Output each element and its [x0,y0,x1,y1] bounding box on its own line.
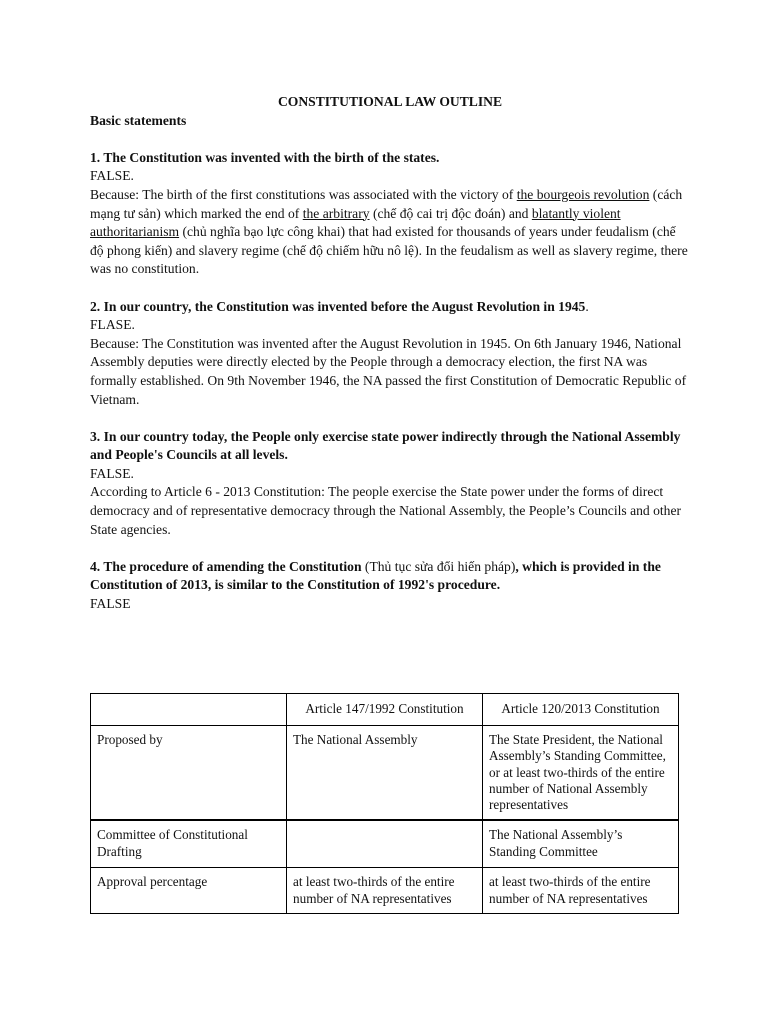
table-row [91,820,679,868]
table-cell: at least two-thirds of the entire number of NA representatives [287,868,483,914]
table-cell: The National Assembly [287,726,483,821]
statement-4-text: 4. The procedure of amending the Constitution [90,558,365,574]
table-cell: at least two-thirds of the entire number of NA representatives [483,868,679,914]
answer-2: FLASE. [90,317,135,333]
table-header-cell: Article 147/1992 Constitution [287,694,483,726]
document-body [90,93,690,614]
statement-3: 3. In our country today, the People only exercise state power indirectly through the National Assembly and People's Councils at all levels. [90,428,681,463]
comparison-table [90,693,679,914]
answer-3: FALSE. [90,465,134,481]
table-row [91,868,679,914]
statement-2 [90,298,690,317]
statement-4-vietnamese: (Thủ tục sửa đổi hiến pháp) [364,558,516,574]
table-cell: Committee of Constitutional Drafting [91,820,287,868]
document-title: CONSTITUTIONAL LAW OUTLINE [277,94,503,109]
table-cell [287,820,483,868]
explanation-1 [90,186,690,279]
table-header-cell: Article 120/2013 Constitution [483,694,679,726]
explanation-1-text: (cách mạng tư sản) which marked the end of [90,186,683,221]
table-header-row [91,694,679,726]
explanation-3: According to Article 6 - 2013 Constitution: The people exercise the State power under the forms of direct democracy and of representative democracy through the National Assembly, the People’s Councils and other State agencies. [90,484,682,537]
statement-2-period: . [585,298,589,314]
table-header-cell [91,694,287,726]
underlined-term: blatantly violent authoritarianism [90,205,621,240]
explanation-1-text: Because: The birth of the first constitutions was associated with the victory of [90,186,517,202]
statement-1: 1. The Constitution was invented with the birth of the states. [90,149,440,165]
table-cell: Approval percentage [91,868,287,914]
underlined-term: the arbitrary [302,205,370,221]
table-cell: Proposed by [91,726,287,821]
answer-1: FALSE. [90,168,134,184]
statement-4-text: , which is provided in the Constitution of 2013, is similar to the Constitution of 1992's procedure. [90,558,661,593]
explanation-1-text: (chế độ cai trị độc đoán) and [369,205,532,221]
statement-2-text: 2. In our country, the Constitution was invented before the August Revolution in 1945 [90,298,586,314]
answer-4: FALSE [90,596,131,612]
table-cell: The State President, the National Assembly’s Standing Committee, or at least two-thirds of the entire number of National Assembly representatives [483,726,679,821]
table-cell: The National Assembly’s Standing Committee [483,820,679,868]
underlined-term: the bourgeois revolution [516,186,650,202]
statement-4 [90,558,690,595]
section-heading: Basic statements [90,112,187,128]
explanation-2: Because: The Constitution was invented after the August Revolution in 1945. On 6th January 1946, National Assembly deputies were directly elected by the People through a democracy election, the first NA was formally established. On 9th November 1946, the NA passed the first Constitution of Democratic Republic of Vietnam. [90,335,687,407]
table-row [91,726,679,821]
explanation-1-text: (chủ nghĩa bạo lực công khai) that had existed for thousands of years under feudalism (chế độ phong kiến) and slavery regime (chế độ chiếm hữu nô lệ). In the feudalism as well as slavery regime, there was no constitution. [90,224,688,277]
